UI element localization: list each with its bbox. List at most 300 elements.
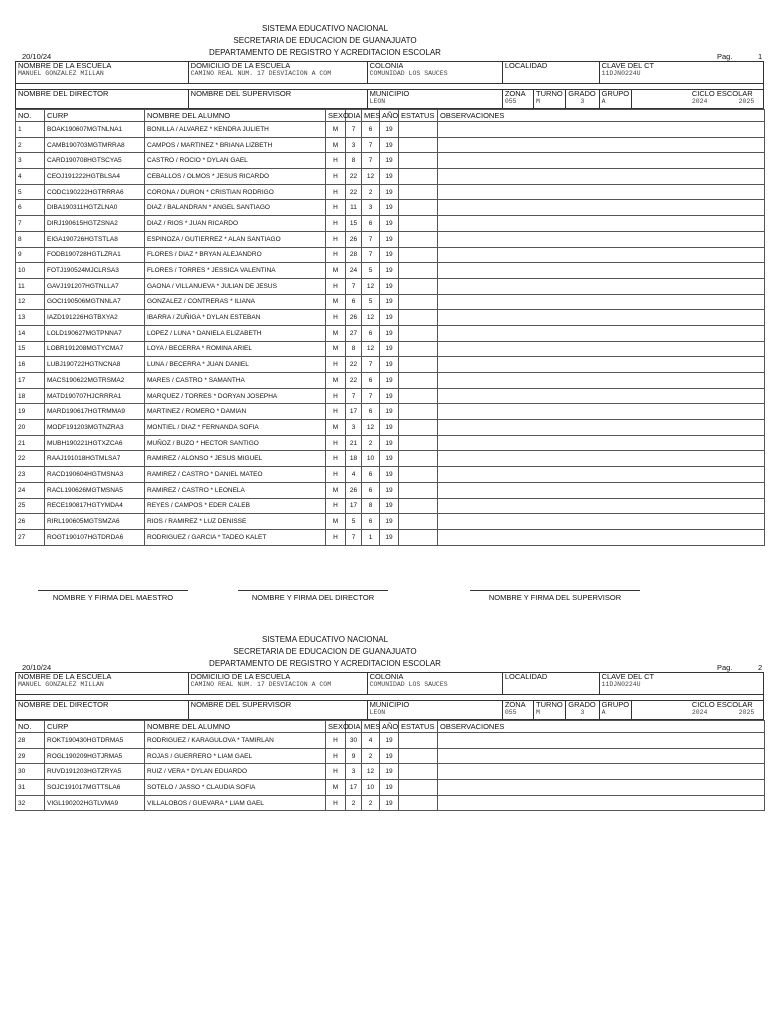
sex-cell: H [326, 733, 346, 749]
table-row [16, 310, 765, 326]
day-cell: 26 [346, 482, 362, 498]
day-cell: 8 [346, 341, 362, 357]
status-cell [399, 184, 438, 200]
year-cell: 19 [380, 122, 399, 138]
student-name: ROJAS / GUERRERO * LIAM GAEL [145, 748, 326, 764]
status-cell [399, 780, 438, 796]
sex-cell: H [326, 153, 346, 169]
student-table-1 [15, 109, 765, 546]
year-cell: 19 [380, 184, 399, 200]
sex-cell: H [326, 169, 346, 185]
year-cell: 19 [380, 341, 399, 357]
day-cell: 5 [346, 514, 362, 530]
status-cell [399, 514, 438, 530]
year-cell: 19 [380, 451, 399, 467]
month-cell: 6 [362, 482, 380, 498]
status-cell [399, 247, 438, 263]
year-cell: 19 [380, 795, 399, 811]
student-name: RUIZ / VERA * DYLAN EDUARDO [145, 764, 326, 780]
month-cell: 12 [362, 169, 380, 185]
month-cell: 4 [362, 733, 380, 749]
student-name: IBARRA / ZUÑIGA * DYLAN ESTEBAN [145, 310, 326, 326]
sex-cell: H [326, 278, 346, 294]
month-cell: 12 [362, 278, 380, 294]
table-row [16, 153, 765, 169]
status-cell [399, 278, 438, 294]
year-cell: 19 [380, 357, 399, 373]
curp-cell: DIRJ190615HGTZSNA2 [45, 216, 145, 232]
observations-cell [438, 310, 765, 326]
observations-cell [438, 514, 765, 530]
month-cell: 5 [362, 294, 380, 310]
observations-cell [438, 247, 765, 263]
day-cell: 6 [346, 294, 362, 310]
table-row [16, 482, 765, 498]
student-name: RAMIREZ / CASTRO * DANIEL MATEO [145, 467, 326, 483]
day-cell: 22 [346, 357, 362, 373]
month-cell: 6 [362, 373, 380, 389]
status-cell [399, 341, 438, 357]
school-address: CAMINO REAL NUM. 17 DESVIACION A COM [190, 70, 332, 77]
status-cell [399, 482, 438, 498]
observations-cell [438, 482, 765, 498]
status-cell [399, 467, 438, 483]
status-cell [399, 357, 438, 373]
month-cell: 7 [362, 388, 380, 404]
row-number: 26 [16, 514, 45, 530]
status-cell [399, 373, 438, 389]
signature-maestro: NOMBRE Y FIRMA DEL MAESTRO [38, 590, 188, 602]
year-cell: 19 [380, 373, 399, 389]
student-name: GAONA / VILLANUEVA * JULIAN DE JESUS [145, 278, 326, 294]
observations-cell [438, 373, 765, 389]
sex-cell: M [326, 325, 346, 341]
curp-cell: CEOJ191222HGTBLSA4 [45, 169, 145, 185]
sex-cell: M [326, 294, 346, 310]
table-row [16, 294, 765, 310]
month-cell: 7 [362, 137, 380, 153]
year-cell: 19 [380, 294, 399, 310]
table-row [16, 514, 765, 530]
status-cell [399, 451, 438, 467]
student-name: FLORES / DIAZ * BRYAN ALEJANDRO [145, 247, 326, 263]
day-cell: 30 [346, 733, 362, 749]
observations-cell [438, 795, 765, 811]
day-cell: 7 [346, 529, 362, 545]
curp-cell: RUVD191203HGTZRYA5 [45, 764, 145, 780]
month-cell: 10 [362, 780, 380, 796]
year-cell: 19 [380, 216, 399, 232]
year-cell: 19 [380, 200, 399, 216]
signature-supervisor: NOMBRE Y FIRMA DEL SUPERVISOR [470, 590, 640, 602]
row-number: 27 [16, 529, 45, 545]
student-name: CASTRO / ROCIO * DYLAN GAEL [145, 153, 326, 169]
year-cell: 19 [380, 514, 399, 530]
row-number: 1 [16, 122, 45, 138]
student-name: RODRIGUEZ / KARAGULOVA * TAMIRLAN [145, 733, 326, 749]
row-number: 14 [16, 325, 45, 341]
status-cell [399, 733, 438, 749]
status-cell [399, 795, 438, 811]
year-cell: 19 [380, 153, 399, 169]
row-number: 25 [16, 498, 45, 514]
student-name: CAMPOS / MARTINEZ * BRIANA LIZBETH [145, 137, 326, 153]
day-cell: 27 [346, 325, 362, 341]
student-table-2 [15, 720, 765, 811]
year-cell: 19 [380, 388, 399, 404]
sex-cell: M [326, 341, 346, 357]
month-cell: 12 [362, 341, 380, 357]
observations-cell [438, 451, 765, 467]
student-name: LOPEZ / LUNA * DANIELA ELIZABETH [145, 325, 326, 341]
table-row [16, 184, 765, 200]
observations-cell [438, 169, 765, 185]
table-row [16, 247, 765, 263]
curp-cell: MODF191203MGTNZRA3 [45, 420, 145, 436]
sex-cell: H [326, 184, 346, 200]
row-number: 4 [16, 169, 45, 185]
sex-cell: H [326, 435, 346, 451]
row-number: 12 [16, 294, 45, 310]
month-cell: 6 [362, 216, 380, 232]
sex-cell: H [326, 467, 346, 483]
row-number: 7 [16, 216, 45, 232]
day-cell: 24 [346, 263, 362, 279]
row-number: 6 [16, 200, 45, 216]
observations-cell [438, 231, 765, 247]
curp-cell: SOJC191017MGTTSLA6 [45, 780, 145, 796]
day-cell: 3 [346, 764, 362, 780]
row-number: 30 [16, 764, 45, 780]
year-cell: 19 [380, 325, 399, 341]
row-number: 28 [16, 733, 45, 749]
student-name: LOYA / BECERRA * ROMINA ARIEL [145, 341, 326, 357]
curp-cell: MACS190622MGTRSMA2 [45, 373, 145, 389]
curp-cell: EIGA190726HGTSTLA8 [45, 231, 145, 247]
table-row [16, 325, 765, 341]
row-number: 21 [16, 435, 45, 451]
signature-director: NOMBRE Y FIRMA DEL DIRECTOR [238, 590, 388, 602]
month-cell: 2 [362, 795, 380, 811]
day-cell: 3 [346, 137, 362, 153]
row-number: 3 [16, 153, 45, 169]
observations-cell [438, 780, 765, 796]
student-name: CORONA / DURON * CRISTIAN RODRIGO [145, 184, 326, 200]
day-cell: 11 [346, 200, 362, 216]
year-cell: 19 [380, 764, 399, 780]
sex-cell: H [326, 748, 346, 764]
year-cell: 19 [380, 482, 399, 498]
curp-cell: BOAK190607MGTNLNA1 [45, 122, 145, 138]
day-cell: 21 [346, 435, 362, 451]
row-number: 17 [16, 373, 45, 389]
observations-cell [438, 137, 765, 153]
month-cell: 7 [362, 231, 380, 247]
row-number: 5 [16, 184, 45, 200]
student-name: MARQUEZ / TORRES * DORYAN JOSEPHA [145, 388, 326, 404]
day-cell: 18 [346, 451, 362, 467]
status-cell [399, 529, 438, 545]
day-cell: 7 [346, 122, 362, 138]
year-cell: 19 [380, 780, 399, 796]
sex-cell: H [326, 310, 346, 326]
sex-cell: M [326, 482, 346, 498]
status-cell [399, 169, 438, 185]
observations-cell [438, 278, 765, 294]
day-cell: 22 [346, 373, 362, 389]
month-cell: 8 [362, 498, 380, 514]
header-line1: SISTEMA EDUCATIVO NACIONAL [261, 24, 389, 33]
student-name: MONTIEL / DIAZ * FERNANDA SOFIA [145, 420, 326, 436]
curp-cell: CAMB190703MGTMRRA8 [45, 137, 145, 153]
year-cell: 19 [380, 231, 399, 247]
status-cell [399, 764, 438, 780]
student-name: SOTELO / JASSO * CLAUDIA SOFIA [145, 780, 326, 796]
table-row [16, 795, 765, 811]
status-cell [399, 404, 438, 420]
day-cell: 3 [346, 420, 362, 436]
observations-cell [438, 341, 765, 357]
month-cell: 5 [362, 263, 380, 279]
school-info: NOMBRE DE LA ESCUELA MANUEL GONZALEZ MILLAN DOMICILIO DE LA ESCUELA CAMINO REAL NUM. 17 DESVIACION A COM COLONIA COMUNIDAD LOS SAUCES LOCALIDAD CLAVE DEL CT 11DJN0224U NOMBRE DEL DIRECTOR NOMBRE DEL SUPERVISOR MUNICIPIO LEON ZONA 055 TURNO M GRADO 3 GRUPO A CICLO ESCOLAR 2024 2025 [15, 61, 764, 109]
status-cell [399, 216, 438, 232]
status-cell [399, 498, 438, 514]
table-row [16, 404, 765, 420]
month-cell: 6 [362, 467, 380, 483]
status-cell [399, 263, 438, 279]
curp-cell: RAAJ191018HGTMLSA7 [45, 451, 145, 467]
month-cell: 7 [362, 357, 380, 373]
curp-cell: IAZD191226HGTBXYA2 [45, 310, 145, 326]
table-row [16, 200, 765, 216]
sex-cell: H [326, 795, 346, 811]
sex-cell: M [326, 373, 346, 389]
school-info: NOMBRE DE LA ESCUELA MANUEL GONZALEZ MILLAN DOMICILIO DE LA ESCUELA CAMINO REAL NUM. 17 DESVIACION A COM COLONIA COMUNIDAD LOS SAUCES LOCALIDAD CLAVE DEL CT 11DJN0224U NOMBRE DEL DIRECTOR NOMBRE DEL SUPERVISOR MUNICIPIO LEON ZONA 055 TURNO M GRADO 3 GRUPO A CICLO ESCOLAR 2024 2025 [15, 672, 764, 720]
table-row [16, 278, 765, 294]
day-cell: 22 [346, 184, 362, 200]
table-row [16, 373, 765, 389]
curp-cell: CARD190708HGTSCYA5 [45, 153, 145, 169]
sex-cell: H [326, 529, 346, 545]
status-cell [399, 200, 438, 216]
student-name: GONZALEZ / CONTRERAS * ILIANA [145, 294, 326, 310]
status-cell [399, 294, 438, 310]
student-name: MARTINEZ / ROMERO * DAMIAN [145, 404, 326, 420]
sex-cell: H [326, 216, 346, 232]
month-cell: 6 [362, 404, 380, 420]
month-cell: 7 [362, 247, 380, 263]
day-cell: 17 [346, 404, 362, 420]
month-cell: 12 [362, 310, 380, 326]
observations-cell [438, 357, 765, 373]
year-cell: 19 [380, 263, 399, 279]
year-cell: 19 [380, 420, 399, 436]
student-name: RIOS / RAMIREZ * LUZ DENISSE [145, 514, 326, 530]
curp-cell: ROGT190107HGTDRDA6 [45, 529, 145, 545]
curp-cell: ROGL190209HGTJRMA5 [45, 748, 145, 764]
month-cell: 12 [362, 420, 380, 436]
row-number: 13 [16, 310, 45, 326]
month-cell: 3 [362, 200, 380, 216]
sex-cell: M [326, 263, 346, 279]
observations-cell [438, 467, 765, 483]
student-name: FLORES / TORRES * JESSICA VALENTINA [145, 263, 326, 279]
year-cell: 19 [380, 137, 399, 153]
pag-label: Pag. [717, 52, 733, 61]
student-name: RODRIGUEZ / GARCIA * TADEO KALET [145, 529, 326, 545]
student-name: REYES / CAMPOS * EDER CALEB [145, 498, 326, 514]
table-row [16, 341, 765, 357]
day-cell: 9 [346, 748, 362, 764]
observations-cell [438, 764, 765, 780]
month-cell: 2 [362, 748, 380, 764]
observations-cell [438, 420, 765, 436]
observations-cell [438, 200, 765, 216]
month-cell: 6 [362, 514, 380, 530]
row-number: 18 [16, 388, 45, 404]
row-number: 15 [16, 341, 45, 357]
row-number: 11 [16, 278, 45, 294]
month-cell: 7 [362, 153, 380, 169]
month-cell: 10 [362, 451, 380, 467]
month-cell: 1 [362, 529, 380, 545]
curp-cell: LUBJ190722HGTNCNA8 [45, 357, 145, 373]
day-cell: 4 [346, 467, 362, 483]
day-cell: 7 [346, 278, 362, 294]
table-row [16, 498, 765, 514]
year-cell: 19 [380, 404, 399, 420]
student-name: DIAZ / RIOS * JUAN RICARDO [145, 216, 326, 232]
observations-cell [438, 216, 765, 232]
table-row [16, 420, 765, 436]
curp-cell: FOTJ190524MJCLRSA3 [45, 263, 145, 279]
observations-cell [438, 733, 765, 749]
sex-cell: M [326, 514, 346, 530]
day-cell: 17 [346, 780, 362, 796]
row-number: 16 [16, 357, 45, 373]
curp-cell: MATD190707HJCRRRA1 [45, 388, 145, 404]
observations-cell [438, 529, 765, 545]
day-cell: 2 [346, 795, 362, 811]
year-cell: 19 [380, 467, 399, 483]
day-cell: 7 [346, 388, 362, 404]
day-cell: 22 [346, 169, 362, 185]
year-cell: 19 [380, 733, 399, 749]
table-header: NO. CURP NOMBRE DEL ALUMNO SEXO DIA MES AÑO ESTATUS OBSERVACIONES [16, 721, 765, 733]
table-row [16, 748, 765, 764]
row-number: 2 [16, 137, 45, 153]
student-name: VILLALOBOS / GUEVARA * LIAM GAEL [145, 795, 326, 811]
row-number: 23 [16, 467, 45, 483]
student-name: RAMIREZ / ALONSO * JESUS MIGUEL [145, 451, 326, 467]
curp-cell: RIRL190605MGTSMZA6 [45, 514, 145, 530]
row-number: 22 [16, 451, 45, 467]
year-cell: 19 [380, 247, 399, 263]
year-cell: 19 [380, 278, 399, 294]
status-cell [399, 153, 438, 169]
sex-cell: M [326, 420, 346, 436]
observations-cell [438, 748, 765, 764]
status-cell [399, 310, 438, 326]
table-row [16, 764, 765, 780]
year-cell: 19 [380, 435, 399, 451]
table-row [16, 137, 765, 153]
student-name: CEBALLOS / OLMOS * JESUS RICARDO [145, 169, 326, 185]
table-header: NO. CURP NOMBRE DEL ALUMNO SEXO DIA MES AÑO ESTATUS OBSERVACIONES [16, 110, 765, 122]
row-number: 31 [16, 780, 45, 796]
curp-cell: ROKT190430HGTDRMA5 [45, 733, 145, 749]
sex-cell: H [326, 764, 346, 780]
year-cell: 19 [380, 529, 399, 545]
report-date: 20/10/24 [22, 52, 52, 61]
table-row [16, 122, 765, 138]
sex-cell: H [326, 404, 346, 420]
year-cell: 19 [380, 310, 399, 326]
year-cell: 19 [380, 748, 399, 764]
header-line3: DEPARTAMENTO DE REGISTRO Y ACREDITACION ESCOLAR [209, 48, 441, 57]
status-cell [399, 388, 438, 404]
row-number: 19 [16, 404, 45, 420]
school-name: MANUEL GONZALEZ MILLAN [18, 70, 104, 77]
table-row [16, 529, 765, 545]
row-number: 32 [16, 795, 45, 811]
sex-cell: H [326, 247, 346, 263]
school-colonia: COMUNIDAD LOS SAUCES [369, 70, 448, 77]
month-cell: 12 [362, 764, 380, 780]
day-cell: 8 [346, 153, 362, 169]
day-cell: 28 [346, 247, 362, 263]
observations-cell [438, 498, 765, 514]
sex-cell: M [326, 122, 346, 138]
row-number: 8 [16, 231, 45, 247]
sex-cell: H [326, 231, 346, 247]
table-row [16, 733, 765, 749]
student-name: LUNA / BECERRA * JUAN DANIEL [145, 357, 326, 373]
curp-cell: GAVJ191207HGTNLLA7 [45, 278, 145, 294]
row-number: 20 [16, 420, 45, 436]
curp-cell: CODC190222HGTRRRA6 [45, 184, 145, 200]
sex-cell: H [326, 388, 346, 404]
student-name: MUÑOZ / BUZO * HECTOR SANTIGO [145, 435, 326, 451]
row-number: 9 [16, 247, 45, 263]
curp-cell: RACL190626MGTMSNA5 [45, 482, 145, 498]
row-number: 29 [16, 748, 45, 764]
status-cell [399, 122, 438, 138]
observations-cell [438, 435, 765, 451]
day-cell: 26 [346, 310, 362, 326]
month-cell: 6 [362, 122, 380, 138]
curp-cell: RECE190817HGTYMDA4 [45, 498, 145, 514]
status-cell [399, 137, 438, 153]
month-cell: 6 [362, 325, 380, 341]
curp-cell: MARD190617HGTRMMA9 [45, 404, 145, 420]
school-clave: 11DJN0224U [601, 70, 641, 77]
day-cell: 15 [346, 216, 362, 232]
observations-cell [438, 325, 765, 341]
sex-cell: H [326, 451, 346, 467]
table-row [16, 467, 765, 483]
observations-cell [438, 294, 765, 310]
row-number: 24 [16, 482, 45, 498]
status-cell [399, 325, 438, 341]
table-row [16, 780, 765, 796]
curp-cell: GOCI190506MGTNNLA7 [45, 294, 145, 310]
table-row [16, 231, 765, 247]
row-number: 10 [16, 263, 45, 279]
table-row [16, 388, 765, 404]
status-cell [399, 748, 438, 764]
observations-cell [438, 184, 765, 200]
